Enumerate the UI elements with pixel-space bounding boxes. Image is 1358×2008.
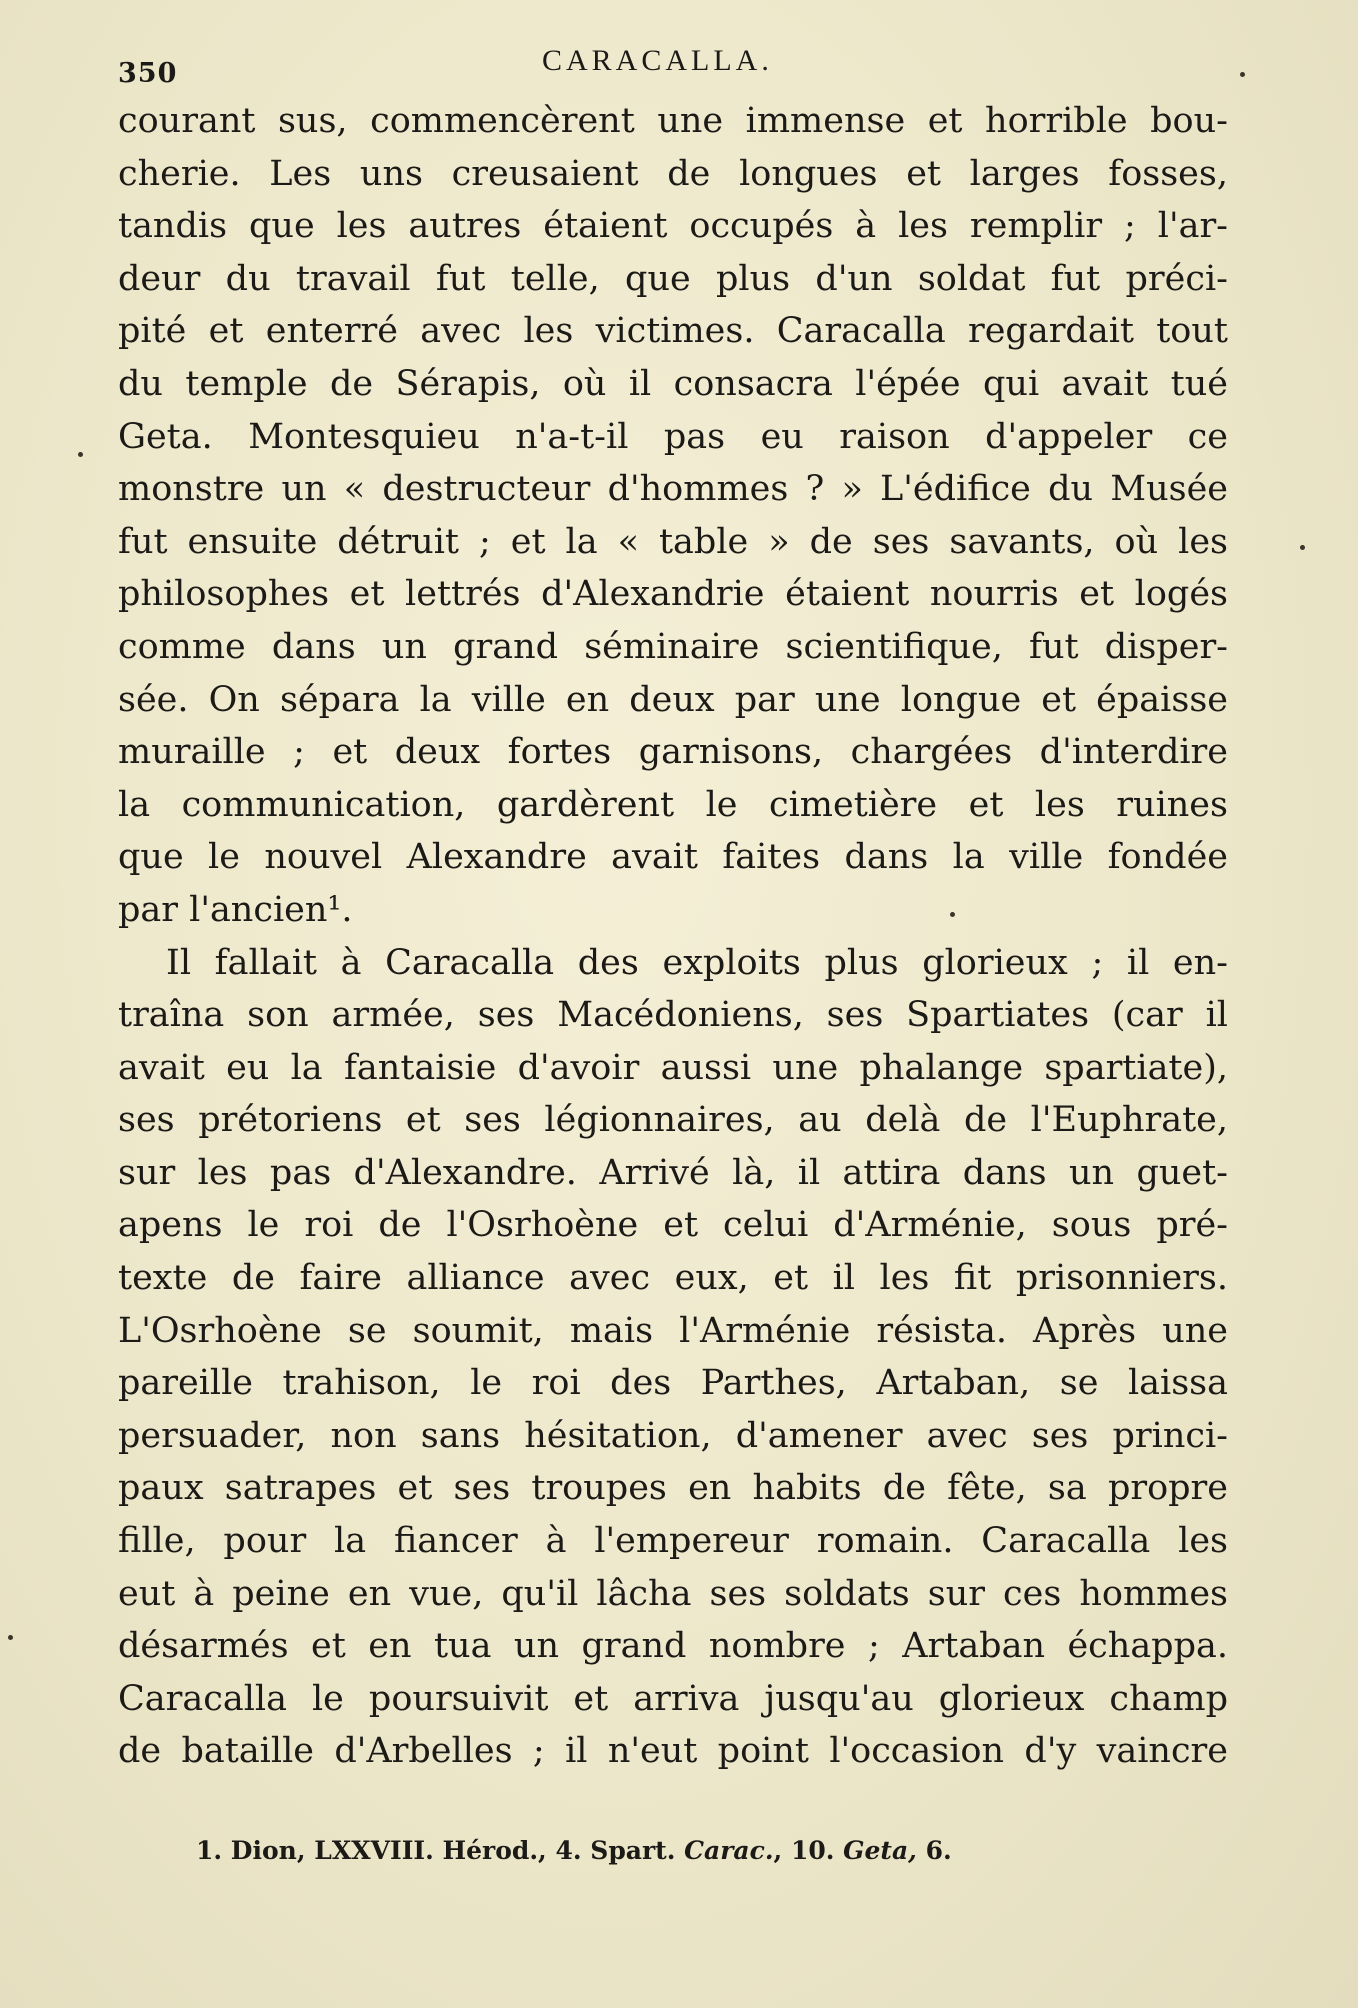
paper-speck <box>8 1635 13 1640</box>
text-line: ses prétoriens et ses légionnaires, au delà de l'Euphrate, <box>118 1100 1228 1141</box>
text-line: comme dans un grand séminaire scientifique, fut disper- <box>118 626 1228 667</box>
text-line: paux satrapes et ses troupes en habits de fête, sa propre <box>118 1468 1228 1509</box>
running-head <box>118 38 1228 89</box>
paper-speck <box>1300 545 1305 550</box>
page-number: 350 <box>118 58 178 89</box>
text-line: pareille trahison, le roi des Parthes, Artaban, se laissa <box>118 1363 1228 1404</box>
footnote <box>196 1836 952 1865</box>
running-title: CARACALLA. <box>542 44 773 77</box>
text-line: avait eu la fantaisie d'avoir aussi une phalange spartiate), <box>118 1047 1228 1088</box>
paper-speck <box>950 912 955 917</box>
text-line: texte de faire alliance avec eux, et il les fit prisonniers. <box>118 1258 1228 1299</box>
text-line: apens le roi de l'Osrhoène et celui d'Arménie, sous pré- <box>118 1205 1228 1246</box>
footnote-text: 6. <box>916 1836 952 1865</box>
text-line: cherie. Les uns creusaient de longues et larges fosses, <box>118 153 1228 194</box>
footnote-italic-title: Carac. <box>684 1836 774 1865</box>
text-line: L'Osrhoène se soumit, mais l'Arménie résista. Après une <box>118 1310 1228 1351</box>
text-line-paragraph-end: par l'ancien¹. <box>118 889 353 930</box>
text-line: fut ensuite détruit ; et la « table » de ses savants, où les <box>118 521 1228 562</box>
text-line: sée. On sépara la ville en deux par une longue et épaisse <box>118 679 1228 720</box>
text-line: persuader, non sans hésitation, d'amener avec ses princi- <box>118 1415 1228 1456</box>
text-line: Geta. Montesquieu n'a-t-il pas eu raison d'appeler ce <box>118 416 1228 457</box>
footnote-text: 1. Dion, LXXVIII. Hérod., 4. Spart. <box>196 1836 685 1865</box>
text-line: deur du travail fut telle, que plus d'un soldat fut préci- <box>118 258 1228 299</box>
paper-speck <box>78 452 83 457</box>
text-line: que le nouvel Alexandre avait faites dans la ville fondée <box>118 837 1228 878</box>
text-line: fille, pour la fiancer à l'empereur romain. Caracalla les <box>118 1521 1228 1562</box>
text-line: eut à peine en vue, qu'il lâcha ses soldats sur ces hommes <box>118 1573 1228 1614</box>
text-line: pité et enterré avec les victimes. Caracalla regardait tout <box>118 311 1228 352</box>
text-line: la communication, gardèrent le cimetière et les ruines <box>118 784 1228 825</box>
text-line: muraille ; et deux fortes garnisons, chargées d'interdire <box>118 732 1228 773</box>
footnote-text: , 10. <box>773 1836 844 1865</box>
text-line: courant sus, commencèrent une immense et horrible bou- <box>118 101 1228 141</box>
text-line: sur les pas d'Alexandre. Arrivé là, il attira dans un guet- <box>118 1152 1228 1193</box>
body-text <box>118 95 1228 1778</box>
text-line: monstre un « destructeur d'hommes ? » L'édifice du Musée <box>118 469 1228 510</box>
text-line: de bataille d'Arbelles ; il n'eut point l'occasion d'y vaincre <box>118 1731 1228 1772</box>
text-line: tandis que les autres étaient occupés à les remplir ; l'ar- <box>118 206 1228 247</box>
text-line: traîna son armée, ses Macédoniens, ses Spartiates (car il <box>118 995 1228 1036</box>
text-line: du temple de Sérapis, où il consacra l'épée qui avait tué <box>118 363 1228 404</box>
text-line: Caracalla le poursuivit et arriva jusqu'au glorieux champ <box>118 1678 1228 1719</box>
text-line-paragraph-start: Il fallait à Caracalla des exploits plus glorieux ; il en- <box>166 942 1228 983</box>
paper-speck <box>1240 72 1245 77</box>
footnote-italic-title: Geta, <box>843 1836 917 1865</box>
text-line: désarmés et en tua un grand nombre ; Artaban échappa. <box>118 1626 1228 1667</box>
text-line: philosophes et lettrés d'Alexandrie étaient nourris et logés <box>118 574 1228 615</box>
